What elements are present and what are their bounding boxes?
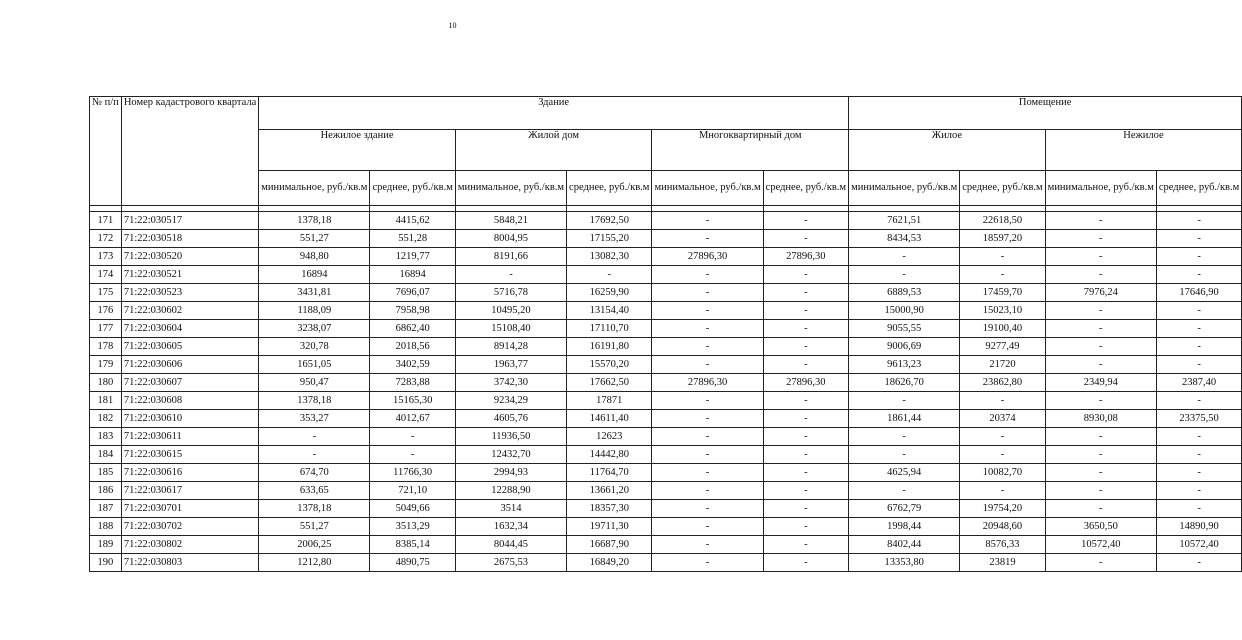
table-row	[90, 212, 1242, 230]
cell-nonres-premises-min: -	[1045, 446, 1156, 464]
cell-nonres-building-min: 16894	[259, 266, 370, 284]
cell-apartment-building-min: -	[652, 212, 763, 230]
cell-row-number: 174	[90, 266, 122, 284]
cell-nonres-premises-avg: 2387,40	[1156, 374, 1241, 392]
cell-nonres-building-avg: 551,28	[370, 230, 455, 248]
page-number: 10	[448, 21, 457, 30]
cell-nonres-building-min: 1378,18	[259, 500, 370, 518]
cell-res-house-min: 1963,77	[455, 356, 566, 374]
cell-nonres-premises-min: 2349,94	[1045, 374, 1156, 392]
cell-nonres-building-min: -	[259, 446, 370, 464]
cell-res-premises-min: 1861,44	[849, 410, 960, 428]
cell-apartment-building-min: -	[652, 482, 763, 500]
header-min: минимальное, руб./кв.м	[259, 171, 370, 206]
cell-nonres-premises-avg: -	[1156, 446, 1241, 464]
table-row	[90, 464, 1242, 482]
cell-row-number: 171	[90, 212, 122, 230]
cell-nonres-building-min: 2006,25	[259, 536, 370, 554]
cell-res-premises-avg: 8576,33	[960, 536, 1045, 554]
cell-res-premises-avg: 9277,49	[960, 338, 1045, 356]
cell-apartment-building-min: -	[652, 518, 763, 536]
cell-res-house-avg: 16259,90	[567, 284, 652, 302]
cell-apartment-building-min: -	[652, 536, 763, 554]
table-body	[90, 212, 1242, 572]
cell-nonres-premises-avg: -	[1156, 230, 1241, 248]
cell-res-house-avg: 17155,20	[567, 230, 652, 248]
cell-nonres-premises-min: 3650,50	[1045, 518, 1156, 536]
cell-nonres-premises-avg: 10572,40	[1156, 536, 1241, 554]
cell-apartment-building-min: 27896,30	[652, 374, 763, 392]
cell-res-house-avg: 19711,30	[567, 518, 652, 536]
table-row	[90, 518, 1242, 536]
cell-cadastral-quarter: 71:22:030615	[121, 446, 258, 464]
cell-res-house-avg: 16849,20	[567, 554, 652, 572]
cell-nonres-building-avg: 3402,59	[370, 356, 455, 374]
table-row	[90, 302, 1242, 320]
cell-row-number: 179	[90, 356, 122, 374]
table-row	[90, 500, 1242, 518]
cell-row-number: 190	[90, 554, 122, 572]
table-row	[90, 230, 1242, 248]
cell-res-house-avg: 17871	[567, 392, 652, 410]
table-row	[90, 266, 1242, 284]
cell-cadastral-quarter: 71:22:030701	[121, 500, 258, 518]
cell-res-house-avg: 13661,20	[567, 482, 652, 500]
cell-res-premises-min: 8402,44	[849, 536, 960, 554]
cell-apartment-building-avg: -	[763, 446, 848, 464]
cell-nonres-premises-avg: -	[1156, 212, 1241, 230]
cell-res-premises-min: 9613,23	[849, 356, 960, 374]
cell-nonres-building-min: 1188,09	[259, 302, 370, 320]
cell-nonres-building-min: 1378,18	[259, 392, 370, 410]
cell-res-premises-avg: 10082,70	[960, 464, 1045, 482]
cell-nonres-building-avg: 11766,30	[370, 464, 455, 482]
cell-nonres-building-avg: 7696,07	[370, 284, 455, 302]
cell-nonres-building-avg: 4012,67	[370, 410, 455, 428]
cell-nonres-building-min: 551,27	[259, 518, 370, 536]
cell-cadastral-quarter: 71:22:030607	[121, 374, 258, 392]
cell-apartment-building-avg: -	[763, 302, 848, 320]
cell-row-number: 189	[90, 536, 122, 554]
cell-res-house-avg: 17110,70	[567, 320, 652, 338]
cell-nonres-premises-min: -	[1045, 482, 1156, 500]
cell-row-number: 175	[90, 284, 122, 302]
cell-nonres-premises-avg: -	[1156, 392, 1241, 410]
cell-nonres-building-min: -	[259, 428, 370, 446]
cell-res-house-avg: 11764,70	[567, 464, 652, 482]
cell-nonres-building-min: 3238,07	[259, 320, 370, 338]
cell-res-house-min: 11936,50	[455, 428, 566, 446]
cell-nonres-building-avg: -	[370, 428, 455, 446]
cell-apartment-building-min: -	[652, 500, 763, 518]
cell-row-number: 173	[90, 248, 122, 266]
header-min: минимальное, руб./кв.м	[652, 171, 763, 206]
cell-row-number: 172	[90, 230, 122, 248]
cell-res-house-min: 12432,70	[455, 446, 566, 464]
cell-apartment-building-avg: 27896,30	[763, 248, 848, 266]
cell-res-premises-avg: 20948,60	[960, 518, 1045, 536]
cell-apartment-building-min: -	[652, 266, 763, 284]
cell-res-house-avg: 17692,50	[567, 212, 652, 230]
cell-nonres-premises-avg: -	[1156, 248, 1241, 266]
cell-nonres-premises-avg: -	[1156, 500, 1241, 518]
cell-cadastral-quarter: 71:22:030610	[121, 410, 258, 428]
cell-res-premises-avg: 21720	[960, 356, 1045, 374]
cell-apartment-building-min: -	[652, 428, 763, 446]
table-row	[90, 410, 1242, 428]
header-premises: Помещение	[849, 97, 1242, 130]
cell-nonres-premises-avg: -	[1156, 482, 1241, 500]
cell-res-house-avg: 16687,90	[567, 536, 652, 554]
header-nonresidential-building: Нежилое здание	[259, 130, 456, 171]
cell-res-premises-min: -	[849, 266, 960, 284]
cell-nonres-building-avg: -	[370, 446, 455, 464]
cell-res-house-min: 4605,76	[455, 410, 566, 428]
cell-res-premises-avg: 20374	[960, 410, 1045, 428]
cell-nonres-building-min: 353,27	[259, 410, 370, 428]
cell-res-premises-avg: -	[960, 392, 1045, 410]
cell-apartment-building-avg: -	[763, 212, 848, 230]
cell-res-premises-avg: 23819	[960, 554, 1045, 572]
cell-res-premises-avg: 17459,70	[960, 284, 1045, 302]
cell-row-number: 184	[90, 446, 122, 464]
cell-nonres-building-min: 950,47	[259, 374, 370, 392]
cell-nonres-premises-min: -	[1045, 554, 1156, 572]
cell-res-premises-avg: 19100,40	[960, 320, 1045, 338]
cell-res-house-min: 3742,30	[455, 374, 566, 392]
cell-apartment-building-avg: 27896,30	[763, 374, 848, 392]
cell-nonres-premises-min: -	[1045, 356, 1156, 374]
cell-res-premises-min: -	[849, 446, 960, 464]
cell-res-house-min: 9234,29	[455, 392, 566, 410]
cell-apartment-building-min: -	[652, 302, 763, 320]
cell-res-house-min: 3514	[455, 500, 566, 518]
cell-nonres-building-min: 1212,80	[259, 554, 370, 572]
cell-res-house-avg: 16191,80	[567, 338, 652, 356]
table-row	[90, 482, 1242, 500]
table-row	[90, 338, 1242, 356]
cell-nonres-premises-min: -	[1045, 392, 1156, 410]
cell-nonres-premises-avg: -	[1156, 338, 1241, 356]
cell-res-premises-min: -	[849, 392, 960, 410]
cell-nonres-building-avg: 15165,30	[370, 392, 455, 410]
cell-nonres-building-min: 1651,05	[259, 356, 370, 374]
cell-nonres-building-avg: 7958,98	[370, 302, 455, 320]
cell-nonres-building-avg: 6862,40	[370, 320, 455, 338]
table-row	[90, 374, 1242, 392]
cell-apartment-building-avg: -	[763, 554, 848, 572]
cell-nonres-premises-min: -	[1045, 320, 1156, 338]
cell-apartment-building-avg: -	[763, 230, 848, 248]
cell-res-premises-avg: -	[960, 446, 1045, 464]
cell-apartment-building-min: -	[652, 356, 763, 374]
cell-res-premises-min: 9055,55	[849, 320, 960, 338]
cell-res-premises-min: 7621,51	[849, 212, 960, 230]
cell-nonres-premises-min: -	[1045, 266, 1156, 284]
cell-apartment-building-min: -	[652, 230, 763, 248]
cell-cadastral-quarter: 71:22:030517	[121, 212, 258, 230]
cell-nonres-premises-min: -	[1045, 302, 1156, 320]
cell-nonres-premises-min: -	[1045, 230, 1156, 248]
cell-res-premises-min: 1998,44	[849, 518, 960, 536]
cell-res-house-min: 2994,93	[455, 464, 566, 482]
cell-apartment-building-avg: -	[763, 518, 848, 536]
cell-nonres-premises-avg: -	[1156, 266, 1241, 284]
cell-nonres-building-min: 3431,81	[259, 284, 370, 302]
cell-res-premises-min: 18626,70	[849, 374, 960, 392]
cell-cadastral-quarter: 71:22:030608	[121, 392, 258, 410]
cell-nonres-building-avg: 4415,62	[370, 212, 455, 230]
cell-nonres-premises-avg: -	[1156, 302, 1241, 320]
cell-nonres-building-avg: 7283,88	[370, 374, 455, 392]
cell-nonres-building-min: 551,27	[259, 230, 370, 248]
header-avg: среднее, руб./кв.м	[960, 171, 1045, 206]
cadastral-value-table	[89, 96, 1242, 572]
cell-cadastral-quarter: 71:22:030802	[121, 536, 258, 554]
cell-row-number: 178	[90, 338, 122, 356]
cell-nonres-premises-avg: -	[1156, 554, 1241, 572]
cell-nonres-building-avg: 721,10	[370, 482, 455, 500]
cell-res-house-avg: 17662,50	[567, 374, 652, 392]
cell-nonres-premises-min: -	[1045, 464, 1156, 482]
cell-res-house-min: 8191,66	[455, 248, 566, 266]
header-apartment-building: Многоквартирный дом	[652, 130, 849, 171]
cell-row-number: 177	[90, 320, 122, 338]
cell-row-number: 183	[90, 428, 122, 446]
cell-res-premises-avg: -	[960, 266, 1045, 284]
table-row	[90, 248, 1242, 266]
cell-apartment-building-avg: -	[763, 266, 848, 284]
cell-nonres-premises-min: -	[1045, 500, 1156, 518]
cell-nonres-premises-avg: -	[1156, 320, 1241, 338]
cell-res-house-avg: 18357,30	[567, 500, 652, 518]
cell-res-house-min: 8044,45	[455, 536, 566, 554]
cell-res-premises-min: -	[849, 428, 960, 446]
cell-apartment-building-min: -	[652, 320, 763, 338]
cell-res-house-avg: 15570,20	[567, 356, 652, 374]
cell-apartment-building-min: -	[652, 554, 763, 572]
cell-nonres-premises-min: -	[1045, 248, 1156, 266]
cell-cadastral-quarter: 71:22:030606	[121, 356, 258, 374]
cell-res-premises-avg: -	[960, 248, 1045, 266]
cell-row-number: 185	[90, 464, 122, 482]
cell-cadastral-quarter: 71:22:030521	[121, 266, 258, 284]
cell-nonres-premises-avg: -	[1156, 356, 1241, 374]
cell-nonres-premises-avg: 23375,50	[1156, 410, 1241, 428]
cell-row-number: 181	[90, 392, 122, 410]
cell-row-number: 182	[90, 410, 122, 428]
cell-nonres-building-avg: 3513,29	[370, 518, 455, 536]
table-row	[90, 428, 1242, 446]
table-row	[90, 392, 1242, 410]
header-min: минимальное, руб./кв.м	[455, 171, 566, 206]
cell-res-house-min: 8004,95	[455, 230, 566, 248]
cell-cadastral-quarter: 71:22:030617	[121, 482, 258, 500]
cell-apartment-building-min: -	[652, 392, 763, 410]
cell-nonres-premises-min: 10572,40	[1045, 536, 1156, 554]
cell-nonres-premises-avg: -	[1156, 428, 1241, 446]
cell-res-house-min: 10495,20	[455, 302, 566, 320]
cell-cadastral-quarter: 71:22:030616	[121, 464, 258, 482]
cell-row-number: 186	[90, 482, 122, 500]
cell-nonres-premises-min: -	[1045, 428, 1156, 446]
header-avg: среднее, руб./кв.м	[567, 171, 652, 206]
cell-apartment-building-avg: -	[763, 482, 848, 500]
cell-apartment-building-avg: -	[763, 320, 848, 338]
cell-res-premises-min: 6762,79	[849, 500, 960, 518]
cell-res-house-min: 1632,34	[455, 518, 566, 536]
header-min: минимальное, руб./кв.м	[849, 171, 960, 206]
cell-apartment-building-avg: -	[763, 284, 848, 302]
cell-nonres-building-min: 1378,18	[259, 212, 370, 230]
cell-nonres-building-avg: 4890,75	[370, 554, 455, 572]
cell-cadastral-quarter: 71:22:030803	[121, 554, 258, 572]
cell-cadastral-quarter: 71:22:030605	[121, 338, 258, 356]
cell-apartment-building-avg: -	[763, 338, 848, 356]
cell-apartment-building-min: -	[652, 284, 763, 302]
header-cadastral-quarter: Номер кадастрового квартала	[121, 97, 258, 206]
cell-res-premises-avg: 18597,20	[960, 230, 1045, 248]
cell-res-premises-min: 6889,53	[849, 284, 960, 302]
header-building: Здание	[259, 97, 849, 130]
table-row	[90, 536, 1242, 554]
cell-res-premises-avg: -	[960, 482, 1045, 500]
cell-res-premises-min: 9006,69	[849, 338, 960, 356]
cell-res-house-min: -	[455, 266, 566, 284]
cell-res-house-avg: -	[567, 266, 652, 284]
cell-apartment-building-min: -	[652, 464, 763, 482]
table-row	[90, 320, 1242, 338]
cell-res-house-avg: 13154,40	[567, 302, 652, 320]
header-residential-house: Жилой дом	[455, 130, 652, 171]
table-row	[90, 356, 1242, 374]
cell-res-house-min: 5716,78	[455, 284, 566, 302]
cell-res-house-min: 5848,21	[455, 212, 566, 230]
cell-nonres-building-min: 674,70	[259, 464, 370, 482]
table-row	[90, 284, 1242, 302]
cell-res-premises-min: -	[849, 482, 960, 500]
cell-nonres-premises-min: -	[1045, 338, 1156, 356]
cell-res-house-min: 2675,53	[455, 554, 566, 572]
cell-apartment-building-avg: -	[763, 392, 848, 410]
cell-row-number: 180	[90, 374, 122, 392]
cell-res-premises-avg: 15023,10	[960, 302, 1045, 320]
cell-nonres-building-avg: 2018,56	[370, 338, 455, 356]
cell-res-premises-min: 8434,53	[849, 230, 960, 248]
cell-nonres-building-min: 320,78	[259, 338, 370, 356]
cell-res-house-avg: 12623	[567, 428, 652, 446]
table-row	[90, 554, 1242, 572]
cell-apartment-building-min: 27896,30	[652, 248, 763, 266]
cell-nonres-premises-min: 8930,08	[1045, 410, 1156, 428]
cell-nonres-premises-avg: 17646,90	[1156, 284, 1241, 302]
cell-apartment-building-avg: -	[763, 500, 848, 518]
cell-apartment-building-avg: -	[763, 428, 848, 446]
cell-res-premises-min: 4625,94	[849, 464, 960, 482]
cell-res-house-min: 15108,40	[455, 320, 566, 338]
header-avg: среднее, руб./кв.м	[370, 171, 455, 206]
cell-res-premises-avg: 22618,50	[960, 212, 1045, 230]
cell-cadastral-quarter: 71:22:030523	[121, 284, 258, 302]
cell-cadastral-quarter: 71:22:030611	[121, 428, 258, 446]
cell-cadastral-quarter: 71:22:030520	[121, 248, 258, 266]
cell-res-house-avg: 13082,30	[567, 248, 652, 266]
cell-res-premises-avg: 19754,20	[960, 500, 1045, 518]
cell-apartment-building-min: -	[652, 410, 763, 428]
header-nonresidential-premises: Нежилое	[1045, 130, 1242, 171]
cell-nonres-building-min: 633,65	[259, 482, 370, 500]
cell-cadastral-quarter: 71:22:030602	[121, 302, 258, 320]
cell-nonres-building-avg: 8385,14	[370, 536, 455, 554]
cell-apartment-building-min: -	[652, 338, 763, 356]
cell-cadastral-quarter: 71:22:030702	[121, 518, 258, 536]
cell-res-house-avg: 14442,80	[567, 446, 652, 464]
header-row-number: № п/п	[90, 97, 122, 206]
cell-res-premises-avg: 23862,80	[960, 374, 1045, 392]
cell-nonres-premises-avg: -	[1156, 464, 1241, 482]
cell-nonres-building-avg: 16894	[370, 266, 455, 284]
cell-row-number: 187	[90, 500, 122, 518]
cell-row-number: 176	[90, 302, 122, 320]
table-row	[90, 446, 1242, 464]
header-avg: среднее, руб./кв.м	[763, 171, 848, 206]
cell-res-house-min: 8914,28	[455, 338, 566, 356]
cell-cadastral-quarter: 71:22:030518	[121, 230, 258, 248]
cell-nonres-premises-avg: 14890,90	[1156, 518, 1241, 536]
cell-res-premises-min: -	[849, 248, 960, 266]
header-avg: среднее, руб./кв.м	[1156, 171, 1241, 206]
header-min: минимальное, руб./кв.м	[1045, 171, 1156, 206]
cell-nonres-building-min: 948,80	[259, 248, 370, 266]
header-residential-premises: Жилое	[849, 130, 1046, 171]
cell-res-house-avg: 14611,40	[567, 410, 652, 428]
cell-res-premises-avg: -	[960, 428, 1045, 446]
cell-cadastral-quarter: 71:22:030604	[121, 320, 258, 338]
cell-res-premises-min: 15000,90	[849, 302, 960, 320]
cell-nonres-premises-min: 7976,24	[1045, 284, 1156, 302]
cell-row-number: 188	[90, 518, 122, 536]
cell-res-premises-min: 13353,80	[849, 554, 960, 572]
cell-apartment-building-min: -	[652, 446, 763, 464]
cell-apartment-building-avg: -	[763, 410, 848, 428]
cell-nonres-building-avg: 5049,66	[370, 500, 455, 518]
cell-res-house-min: 12288,90	[455, 482, 566, 500]
cell-apartment-building-avg: -	[763, 464, 848, 482]
cell-apartment-building-avg: -	[763, 536, 848, 554]
cell-nonres-premises-min: -	[1045, 212, 1156, 230]
cell-nonres-building-avg: 1219,77	[370, 248, 455, 266]
cell-apartment-building-avg: -	[763, 356, 848, 374]
